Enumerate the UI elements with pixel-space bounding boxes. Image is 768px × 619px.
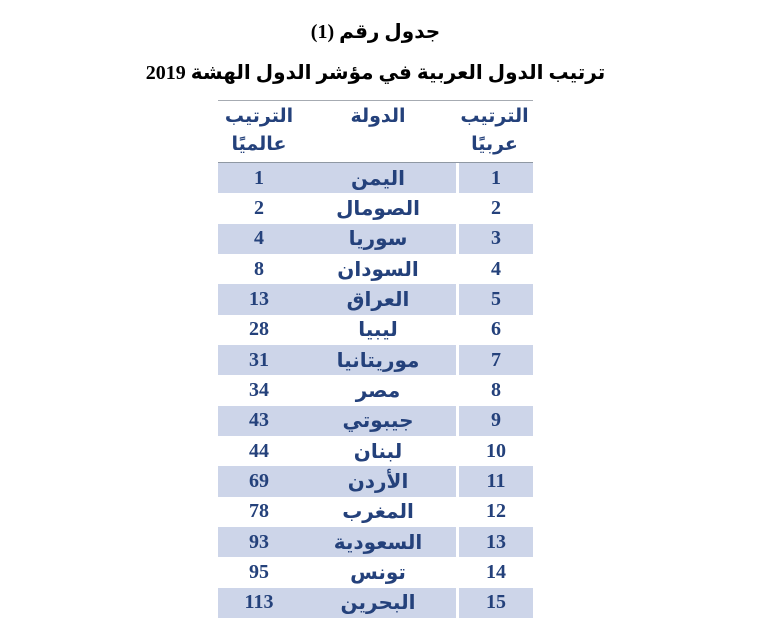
cell-rank-global: 4	[218, 224, 300, 254]
cell-rank-global: 44	[249, 439, 269, 462]
cell-rank-arab: 5	[456, 284, 533, 314]
cell-country: لبنان	[353, 440, 403, 463]
cell-country: السعودية	[300, 527, 456, 557]
cell-country: ليبيا	[358, 319, 398, 342]
table-row	[218, 527, 533, 557]
cell-country: البحرين	[300, 588, 456, 618]
header-rank-global-line1: الترتيب	[224, 106, 294, 127]
cell-rank-arab: 15	[456, 588, 533, 618]
cell-rank-global: 28	[249, 318, 269, 341]
table-row	[218, 254, 533, 284]
ranking-table	[218, 100, 533, 618]
cell-rank-global: 8	[254, 257, 264, 280]
cell-rank-arab: 1	[456, 163, 533, 193]
table-header-row	[218, 100, 533, 163]
cell-rank-arab: 4	[456, 254, 533, 284]
cell-country: مصر	[355, 379, 401, 402]
cell-country: سوريا	[300, 224, 456, 254]
cell-rank-global: 95	[249, 560, 269, 583]
cell-rank-global: 78	[249, 500, 269, 523]
cell-country: العراق	[300, 284, 456, 314]
table-row	[218, 163, 533, 193]
cell-rank-global: 31	[218, 345, 300, 375]
table-row	[218, 315, 533, 345]
header-cell-rank-arab	[456, 101, 533, 162]
document-subtitle: ترتيب الدول العربية في مؤشر الدول الهشة 2019	[145, 62, 606, 84]
cell-rank-arab: 13	[456, 527, 533, 557]
table-row	[218, 345, 533, 375]
cell-country: المغرب	[342, 501, 414, 524]
table-row	[218, 588, 533, 618]
header-country-line2	[300, 131, 456, 159]
cell-rank-global: 113	[218, 588, 300, 618]
cell-rank-global: 69	[218, 466, 300, 496]
header-rank-global-line2: عالميًا	[231, 134, 287, 155]
cell-country: اليمن	[300, 163, 456, 193]
cell-rank-global: 93	[218, 527, 300, 557]
header-cell-country	[300, 101, 456, 162]
cell-rank-arab: 12	[456, 497, 533, 527]
cell-country: جيبوتي	[300, 406, 456, 436]
cell-rank-arab: 9	[456, 406, 533, 436]
table-row	[218, 466, 533, 496]
document-title: جدول رقم (1)	[310, 21, 441, 43]
table-row	[218, 224, 533, 254]
table-row	[218, 406, 533, 436]
table-row	[218, 193, 533, 223]
header-cell-rank-global	[218, 101, 300, 162]
cell-rank-arab: 10	[456, 436, 533, 466]
table-row	[218, 284, 533, 314]
header-country-line1: الدولة	[350, 106, 406, 127]
cell-rank-global: 2	[254, 196, 264, 219]
table-body	[218, 163, 533, 618]
table-row	[218, 557, 533, 587]
cell-rank-arab: 6	[456, 315, 533, 345]
cell-rank-arab: 8	[456, 375, 533, 405]
cell-country: الأردن	[300, 466, 456, 496]
cell-rank-global: 1	[218, 163, 300, 193]
cell-country: تونس	[350, 561, 406, 584]
cell-rank-arab: 14	[456, 557, 533, 587]
cell-rank-arab: 2	[456, 193, 533, 223]
cell-rank-global: 34	[249, 378, 269, 401]
table-row	[218, 375, 533, 405]
cell-rank-arab: 11	[456, 466, 533, 496]
header-rank-arab-line1: الترتيب	[460, 106, 529, 127]
cell-rank-global: 13	[218, 284, 300, 314]
cell-country: موريتانيا	[300, 345, 456, 375]
cell-rank-arab: 7	[456, 345, 533, 375]
cell-country: السودان	[337, 258, 419, 281]
table-row	[218, 436, 533, 466]
table-row	[218, 497, 533, 527]
cell-country: الصومال	[336, 197, 420, 220]
cell-rank-global: 43	[218, 406, 300, 436]
header-rank-arab-line2: عربيًا	[471, 134, 518, 155]
cell-rank-arab: 3	[456, 224, 533, 254]
